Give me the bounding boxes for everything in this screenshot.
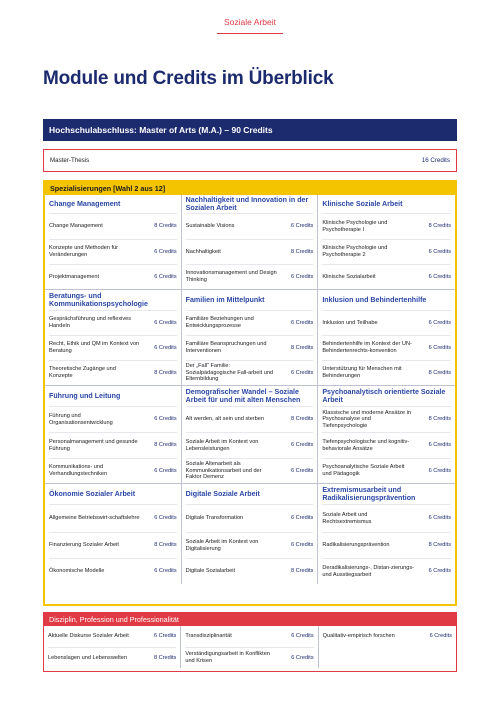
module-name: Alt werden, alt sein und sterben (185, 416, 265, 423)
module-row (186, 558, 314, 584)
module-name: Psychoanalytische Soziale Arbeit und Pädagogik (322, 464, 405, 477)
discipline-heading: Disziplin, Profession und Professionalität (44, 613, 456, 626)
module-row (186, 504, 314, 532)
module-credits: 6 Credits (428, 442, 451, 449)
module-credits: 6 Credits (428, 515, 451, 522)
specialization-block (182, 484, 319, 584)
module-name: Lebenslagen und Lebenswelten (48, 654, 128, 661)
module-credits: 6 Credits (154, 273, 177, 280)
specialization-block (318, 290, 455, 386)
module-row (186, 406, 314, 432)
module-credits: 6 Credits (428, 467, 451, 474)
module-name: Transdisziplinarität (185, 633, 232, 640)
section-tag: Soziale Arbeit (224, 17, 276, 27)
module-credits: 8 Credits (290, 416, 314, 423)
module-row (322, 335, 451, 360)
module-name: Behindertenhilfe im Kontext der UN-Behindertenrechts-konvention (322, 341, 412, 354)
degree-banner: Hochschulabschluss: Master of Arts (M.A.) – 90 Credits (43, 119, 457, 141)
module-credits: 6 Credits (290, 223, 314, 230)
specializations-grid (45, 195, 455, 584)
module-credits: 6 Credits (290, 442, 314, 449)
discipline-column (44, 626, 181, 668)
module-name: Familiäre Beanspruchungen und Interventionen (185, 341, 267, 354)
specialization-block (182, 290, 319, 386)
module-credits: 6 Credits (291, 654, 314, 661)
module-row (186, 264, 314, 289)
module-row (49, 239, 177, 264)
specialization-title: Führung und Leitung (49, 392, 121, 400)
module-row (322, 264, 451, 289)
module-credits: 6 Credits (154, 344, 177, 351)
module-name: Klinische Psychologie und Psychotherapie 2 (322, 245, 388, 258)
module-credits: 6 Credits (154, 319, 177, 326)
specialization-title: Nachhaltigkeit und Innovation in der Sozialen Arbeit (185, 196, 309, 212)
discipline-column (181, 626, 318, 668)
module-name: Sustainable Visions (185, 223, 235, 230)
module-credits: 6 Credits (154, 515, 177, 522)
module-credits: 6 Credits (153, 633, 177, 640)
module-credits: 6 Credits (290, 273, 314, 280)
module-name: Radikalisierungsprävention (322, 542, 390, 549)
specialization-title: Digitale Soziale Arbeit (185, 490, 260, 498)
module-name: Ökonomische Modelle (49, 568, 105, 575)
module-row (322, 406, 451, 432)
module-row (49, 264, 177, 289)
specializations-heading: Spezialisierungen [Wahl 2 aus 12] (45, 182, 455, 195)
module-name: Projektmanagement (49, 273, 100, 280)
specialization-block (318, 386, 455, 484)
specialization-title: Psychoanalytisch orientierte Soziale Arbeit (322, 388, 446, 404)
specialization-block (45, 386, 182, 484)
specialization-title: Familien im Mittelpunkt (185, 296, 265, 304)
module-row (322, 504, 451, 532)
module-name: Personalmanagement und gesunde Führung (49, 438, 138, 452)
module-credits: 6 Credits (428, 568, 451, 575)
module-credits: 8 Credits (154, 542, 177, 549)
module-credits: 6 Credits (428, 319, 451, 326)
module-row (49, 335, 177, 360)
module-row (186, 335, 314, 360)
module-credits: 6 Credits (154, 467, 177, 474)
module-name: Digitale Sozialarbeit (185, 568, 236, 575)
specialization-title: Inklusion und Behindertenhilfe (322, 296, 427, 304)
module-name: Inklusion und Teilhabe (322, 319, 378, 326)
module-credits: 6 Credits (428, 248, 451, 255)
module-row (322, 532, 451, 558)
module-row (322, 310, 451, 335)
module-name: Der „Fall“ Familie: Sozialpädagogische Fall-arbeit und Elternbildung (185, 363, 274, 383)
module-name: Klinische Sozialarbeit (322, 273, 376, 280)
module-row (48, 647, 176, 668)
thesis-credits: 16 Credits (421, 157, 450, 164)
module-row (186, 360, 314, 385)
module-row (49, 310, 177, 335)
module-row (322, 360, 451, 385)
module-row (49, 432, 177, 458)
module-row (49, 504, 177, 532)
section-tag-underline (217, 33, 283, 34)
module-name: Finanzierung Sozialer Arbeit (49, 542, 119, 549)
module-name: Soziale Altenarbeit als Kommunikationsarbeit und der Faktor Demenz (185, 461, 262, 481)
discipline-column (319, 626, 456, 668)
thesis-box (43, 149, 457, 172)
specialization-title: Demografischer Wandel – Soziale Arbeit für und mit alten Menschen (185, 388, 301, 404)
module-credits: 6 Credits (154, 248, 177, 255)
module-row (322, 432, 451, 458)
module-name: Tiefenpsychologische und kognitiv-behaviorale Ansätze (322, 438, 410, 452)
module-row (186, 310, 314, 335)
module-row (185, 626, 313, 647)
module-credits: 6 Credits (428, 273, 451, 280)
module-credits: 6 Credits (428, 344, 451, 351)
module-credits: 6 Credits (290, 467, 314, 474)
module-credits: 8 Credits (290, 248, 314, 255)
page-title: Module und Credits im Überblick (43, 68, 334, 89)
specialization-block (182, 386, 319, 484)
module-row (323, 626, 452, 647)
module-name: Soziale Arbeit im Kontext von Lebensleistungen (185, 438, 259, 452)
module-credits: 6 Credits (291, 633, 314, 640)
module-row (186, 432, 314, 458)
module-row (48, 626, 176, 647)
specialization-block (182, 195, 319, 290)
module-row (185, 647, 313, 668)
module-name: Soziale Arbeit und Rechtsextremismus (322, 511, 372, 525)
module-row (49, 360, 177, 385)
module-row (186, 213, 314, 239)
module-credits: 8 Credits (428, 223, 451, 230)
module-name: Recht, Ethik und QM im Kontext von Beratung (49, 341, 140, 354)
module-name: Verständigungsarbeit in Konflikten und Krisen (185, 651, 270, 664)
module-name: Change Management (49, 223, 103, 230)
specialization-title: Beratungs- und Kommunikationspsychologie (49, 292, 148, 308)
specialization-title: Klinische Soziale Arbeit (322, 200, 403, 208)
module-credits: 6 Credits (154, 568, 177, 575)
module-credits: 8 Credits (428, 542, 451, 549)
specializations-box (43, 180, 457, 606)
module-name: Führung und Organisationsentwicklung (49, 412, 113, 426)
module-row (186, 532, 314, 558)
module-row (49, 406, 177, 432)
module-credits: 8 Credits (428, 416, 451, 423)
thesis-name: Master-Thesis (50, 157, 90, 164)
module-row (186, 239, 314, 264)
module-credits: 6 Credits (290, 319, 314, 326)
specialization-block (45, 290, 182, 386)
specialization-title: Change Management (49, 200, 121, 208)
module-name: Aktuelle Diskurse Sozialer Arbeit (48, 633, 129, 640)
module-credits: 6 Credits (290, 515, 314, 522)
module-row (322, 558, 451, 584)
module-name: Unterstützung für Menschen mit Behinderungen (322, 366, 402, 379)
module-credits: 6 Credits (154, 416, 177, 423)
module-credits: 6 Credits (290, 542, 314, 549)
module-credits: 8 Credits (154, 442, 177, 449)
module-credits: 8 Credits (154, 369, 177, 376)
module-name: Digitale Transformation (185, 515, 244, 522)
module-name: Gesprächsführung und reflexives Handeln (49, 316, 132, 329)
module-row (186, 458, 314, 483)
module-row (49, 532, 177, 558)
module-name: Kommunikations- und Verhandlungstechniken (49, 464, 108, 477)
module-row (322, 213, 451, 239)
module-name: Klinische Psychologie und Psychotherapie I (322, 219, 388, 233)
module-name: Konzepte und Methoden für Veränderungen (49, 245, 119, 258)
module-name: Nachhaltigkeit (185, 248, 221, 255)
module-name: Innovationsmanagement und Design Thinking (185, 270, 277, 283)
module-row (49, 558, 177, 584)
module-name: Allgemeine Betriebswirt-schaftslehre (49, 515, 140, 522)
discipline-grid (44, 626, 456, 668)
module-credits: 8 Credits (428, 369, 451, 376)
module-credits: 8 Credits (290, 568, 314, 575)
discipline-box (43, 612, 457, 672)
module-credits: 8 Credits (290, 344, 314, 351)
module-name: Theoretische Zugänge und Konzepte (49, 366, 116, 379)
module-name: Familiäre Beziehungen und Entwicklungsprozesse (185, 316, 254, 329)
module-name: Qualitativ-empirisch forschen (322, 633, 395, 640)
module-row (49, 213, 177, 239)
module-name: Deradikalisierungs-, Distan-zierungs- und Ausstiegsarbeit (322, 564, 415, 578)
module-row (49, 458, 177, 483)
specialization-title: Extremismusarbeit und Radikalisierungsprävention (322, 486, 416, 502)
module-name: Klassische und moderne Ansätze in Psychoanalyse und Tiefenpsychologie (322, 409, 411, 429)
module-row (322, 239, 451, 264)
specialization-block (45, 484, 182, 584)
specialization-title: Ökonomie Sozialer Arbeit (49, 490, 136, 498)
module-credits: 8 Credits (154, 223, 177, 230)
specialization-block (45, 195, 182, 290)
specialization-block (318, 484, 455, 584)
module-name: Soziale Arbeit im Kontext von Digitalisierung (185, 538, 259, 552)
module-credits: 6 Credits (429, 633, 452, 640)
module-credits: 8 Credits (153, 654, 177, 661)
module-credits: 6 Credits (290, 369, 314, 376)
module-row (322, 458, 451, 483)
specialization-block (318, 195, 455, 290)
